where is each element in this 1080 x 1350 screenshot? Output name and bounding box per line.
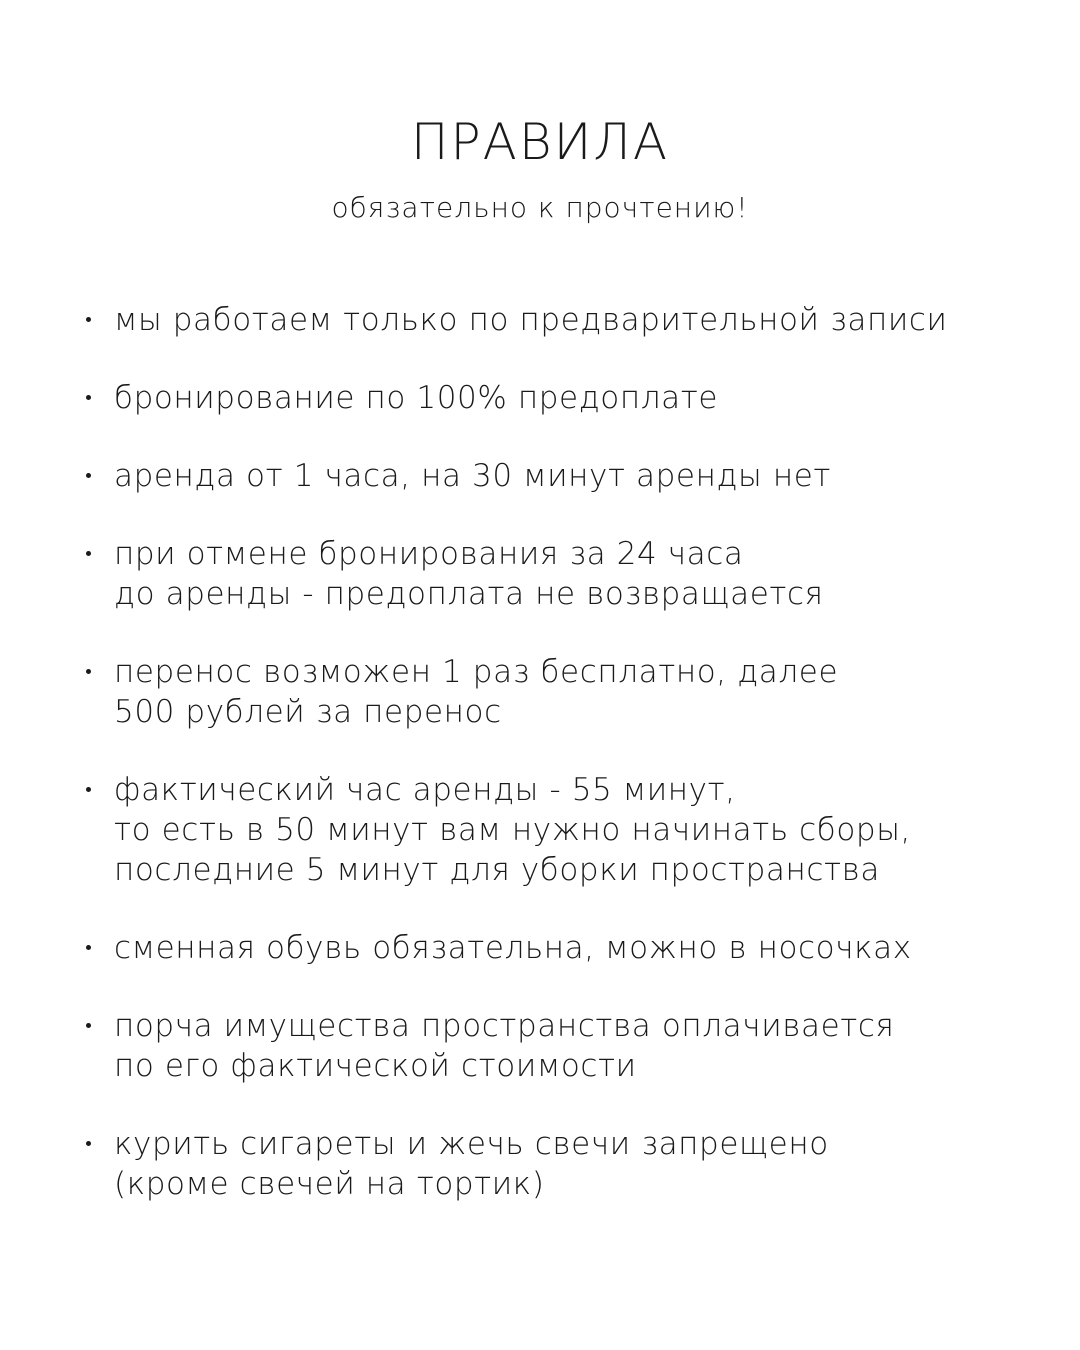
rule-item xyxy=(84,770,1044,890)
page-subtitle: обязательно к прочтению! xyxy=(331,191,749,224)
rule-item xyxy=(84,652,1044,732)
rule-line: последние 5 минут для уборки пространства xyxy=(114,852,881,888)
rule-line: бронирование по 100% предоплате xyxy=(114,380,719,416)
bullet-dot-icon xyxy=(86,317,91,322)
bullet-dot-icon xyxy=(86,1141,91,1146)
bullet-dot-icon xyxy=(86,473,91,478)
bullet-dot-icon xyxy=(86,1023,91,1028)
rule-item xyxy=(84,300,1044,340)
rule-line: перенос возможен 1 раз бесплатно, далее xyxy=(114,654,839,690)
rule-line: 500 рублей за перенос xyxy=(114,694,502,730)
rule-line: до аренды - предоплата не возвращается xyxy=(114,576,824,612)
rule-line: фактический час аренды - 55 минут, xyxy=(114,772,736,808)
rule-item xyxy=(84,1006,1044,1086)
rule-line: при отмене бронирования за 24 часа xyxy=(114,536,744,572)
bullet-dot-icon xyxy=(86,945,91,950)
rule-line: по его фактической стоимости xyxy=(114,1048,637,1084)
rule-line: то есть в 50 минут вам нужно начинать сборы, xyxy=(114,812,911,848)
rule-item xyxy=(84,456,1044,496)
bullet-dot-icon xyxy=(86,669,91,674)
rule-line: (кроме свечей на тортик) xyxy=(114,1166,545,1202)
bullet-dot-icon xyxy=(86,787,91,792)
bullet-dot-icon xyxy=(86,395,91,400)
rule-line: аренда от 1 часа, на 30 минут аренды нет xyxy=(114,458,831,494)
bullet-dot-icon xyxy=(86,551,91,556)
rule-line: мы работаем только по предварительной записи xyxy=(114,302,948,338)
rules-list xyxy=(84,300,1044,1242)
rule-item xyxy=(84,928,1044,968)
page-title: ПРАВИЛА xyxy=(410,113,670,171)
rule-item xyxy=(84,534,1044,614)
rule-line: сменная обувь обязательна, можно в носочках xyxy=(114,930,912,966)
rule-item xyxy=(84,1124,1044,1204)
rule-item xyxy=(84,378,1044,418)
rule-line: курить сигареты и жечь свечи запрещено xyxy=(114,1126,829,1162)
rule-line: порча имущества пространства оплачивается xyxy=(114,1008,895,1044)
